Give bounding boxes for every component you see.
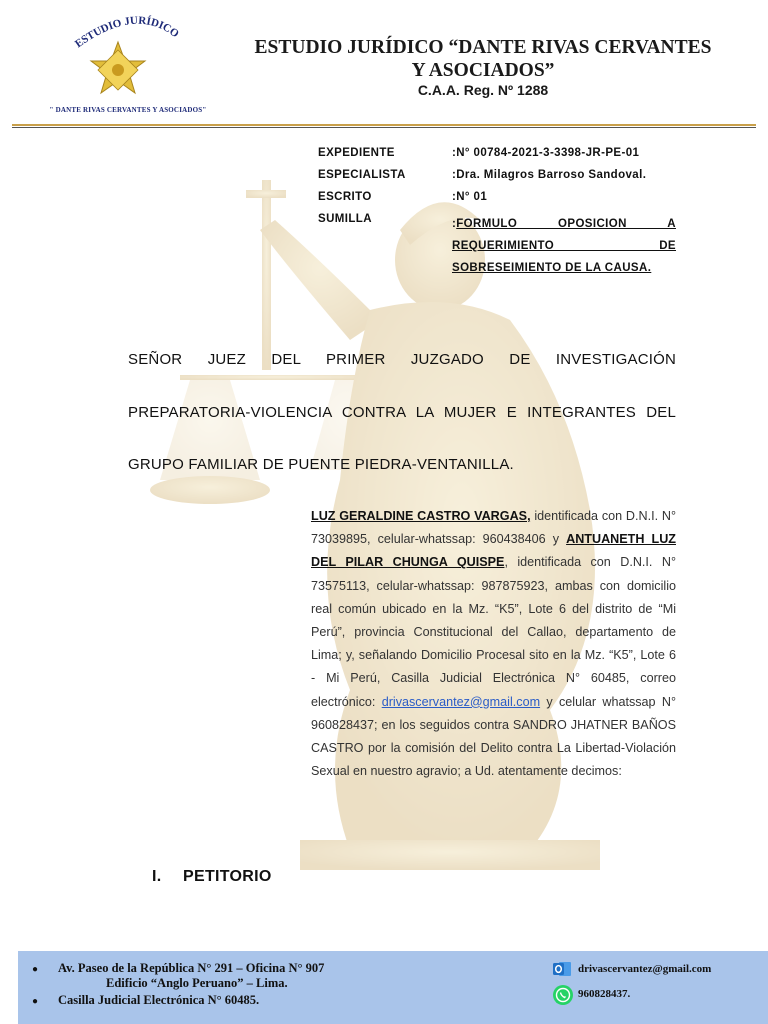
header-divider-gold: [12, 124, 756, 126]
addressee-block: [128, 334, 676, 492]
footer-address-line1: Av. Paseo de la República N° 291 – Oficina N° 907: [58, 961, 325, 975]
header-divider-dark: [12, 127, 756, 128]
sumilla-line: FORMULO OPOSICION A: [456, 218, 676, 230]
meta-key: SUMILLA: [318, 213, 372, 225]
introduction-paragraph: [311, 505, 676, 783]
meta-key: ESPECIALISTA: [318, 169, 406, 181]
intro-text: identificada con D.N.I. N° 73039895, celular-whatssap: 960438406 y: [311, 509, 676, 547]
bullet-icon: ●: [32, 964, 39, 975]
outlook-icon: [552, 959, 572, 979]
footer-address-line2: Edificio “Anglo Peruano” – Lima.: [106, 976, 288, 990]
case-metadata: [318, 147, 678, 279]
meta-key: EXPEDIENTE: [318, 147, 395, 159]
firm-registration: C.A.A. Reg. Nº 1288: [417, 82, 549, 98]
addressee-line: PREPARATORIA-VIOLENCIA CONTRA LA MUJER E INTEGRANTES DEL: [128, 403, 676, 421]
firm-name: [228, 36, 738, 82]
logo-caption: " DANTE RIVAS CERVANTES Y ASOCIADOS": [49, 106, 207, 114]
meta-value: :N° 00784-2021-3-3398-JR-PE-01: [452, 147, 640, 159]
firm-name-line1: ESTUDIO JURÍDICO “DANTE RIVAS CERVANTES: [254, 37, 712, 58]
addressee-line: SEÑOR JUEZ DEL PRIMER JUZGADO DE INVESTIGACIÓN: [128, 351, 676, 368]
meta-value: :Dra. Milagros Barroso Sandoval.: [452, 169, 647, 181]
sumilla-line: REQUERIMIENTO DE: [452, 240, 676, 252]
sumilla-colon: :: [452, 218, 457, 230]
meta-row-sumilla: [318, 213, 678, 279]
sumilla-line: SOBRESEIMIENTO DE LA CAUSA.: [452, 262, 652, 274]
whatsapp-icon: [552, 984, 574, 1006]
footer-email-link[interactable]: drivascervantez@gmail.com: [578, 963, 712, 975]
intro-text: y celular whatssap N° 960828437; en los seguidos contra SANDRO JHATNER BAÑOS CASTRO por la comisión del Delito contra La Libertad-Violación Sexual en nuestro agravio; a Ud. atentamente decimos:: [311, 694, 676, 779]
svg-text:ESTUDIO JURÍDICO: ESTUDIO JURÍDICO: [72, 14, 181, 51]
meta-key: ESCRITO: [318, 191, 372, 203]
footer-casilla: Casilla Judicial Electrónica N° 60485.: [58, 993, 260, 1007]
meta-row-especialista: [318, 169, 678, 191]
party-name-2: ANTUANETH LUZ DEL PILAR CHUNGA QUISPE: [311, 532, 676, 570]
meta-row-escrito: [318, 191, 678, 213]
footer-phone: 960828437.: [578, 988, 631, 1000]
section-number: I.: [152, 868, 162, 885]
intro-text: , identificada con D.N.I. N° 73575113, celular-whatssap: 987875923, ambas con domicilio real común ubicado en la Mz. “K5”, Lote 6 del distrito de “Mi Perú”, provincia Constitucional del Callao, departamento de Lima; y, señalando Domicilio Procesal sito en la Mz. “K5”, Lote 6 - Mi Perú, Casilla Judicial Electrónica N° 60485, correo electrónico:: [311, 555, 676, 709]
firm-logo: [28, 10, 228, 120]
email-link[interactable]: drivascervantez@gmail.com: [381, 694, 541, 709]
addressee-line: GRUPO FAMILIAR DE PUENTE PIEDRA-VENTANILLA.: [128, 456, 514, 473]
bullet-icon: ●: [32, 996, 39, 1007]
meta-row-expediente: [318, 147, 678, 169]
party-name-1: LUZ GERALDINE CASTRO VARGAS,: [311, 509, 531, 523]
footer-band: [18, 951, 768, 1024]
sumilla-value: [452, 213, 676, 279]
section-heading: [152, 868, 272, 886]
meta-value: :N° 01: [452, 191, 488, 203]
section-title: PETITORIO: [183, 868, 272, 885]
firm-name-line2: Y ASOCIADOS”: [411, 60, 555, 81]
